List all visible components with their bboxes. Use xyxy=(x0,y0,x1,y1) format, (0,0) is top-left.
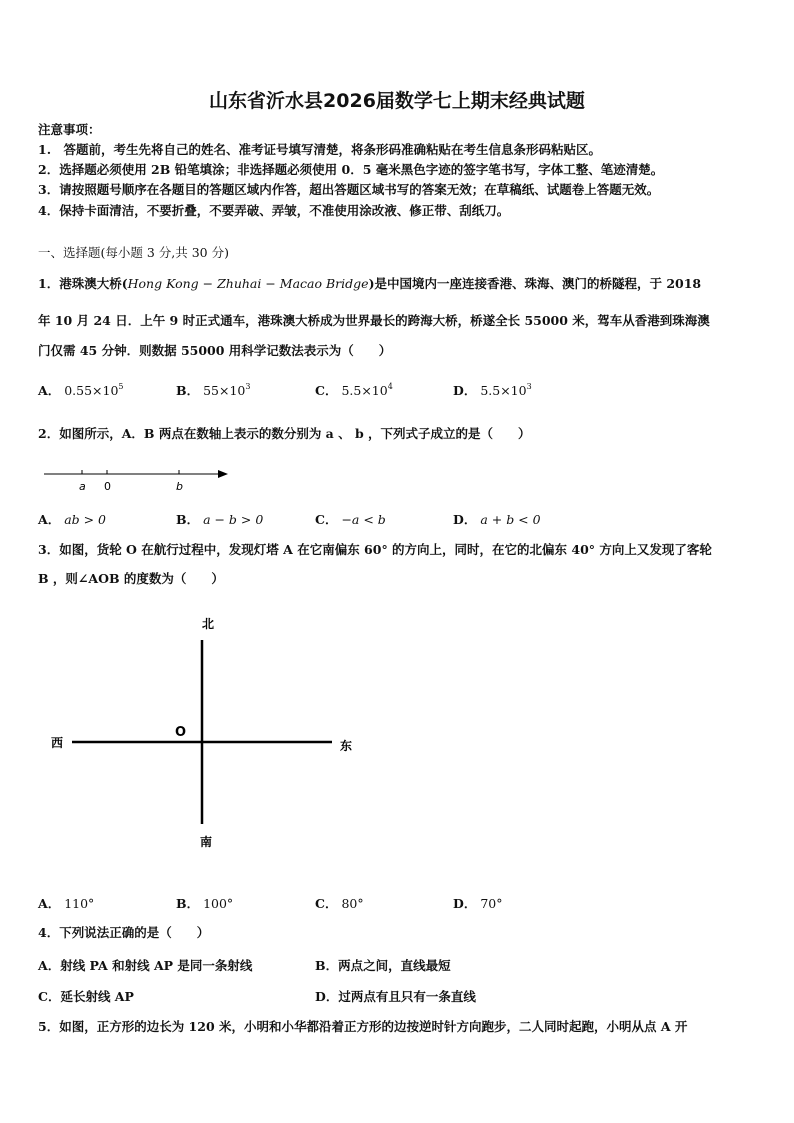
question-1-line1: 1．港珠澳大桥(Hong Kong − Zhuhai − Macao Bridge)是中国境内一座连接香港、珠海、澳门的桥隧程，于 2018 xyxy=(38,276,702,291)
q1-option-d[interactable]: D． $5.5\times 10^3$ xyxy=(453,382,532,398)
q4-option-a[interactable]: A．射线 PA 和射线 AP 是同一条射线 xyxy=(38,958,253,973)
question-3-line2: B ，则∠AOB 的度数为（ ） xyxy=(38,571,224,586)
question-5-text: 5．如图，正方形的边长为 120 米，小明和小华都沿着正方形的边按逆时针方向跑步，二人同时起跑，小明从点 A 开 xyxy=(38,1019,688,1034)
notice-item: 3．请按照题号顺序在各题目的答题区域内作答，超出答题区域书写的答案无效；在草稿纸、试题卷上答题无效。 xyxy=(38,182,660,197)
q1-option-b[interactable]: B． $55\times 10^3$ xyxy=(176,382,251,398)
notice-item: 2．选择题必须使用 2B 铅笔填涂；非选择题必须使用 0．5 毫米黑色字迹的签字笔书写，字体工整、笔迹清楚。 xyxy=(38,162,664,177)
q4-option-b[interactable]: B．两点之间，直线最短 xyxy=(315,958,451,973)
south-label: 南 xyxy=(200,835,213,849)
axis-label-b: b xyxy=(176,480,183,493)
axis-label-zero: 0 xyxy=(104,480,111,493)
q2-option-a[interactable]: A． ab > 0 xyxy=(38,512,107,527)
q1-option-a[interactable]: A． $0.55\times 10^5$ xyxy=(38,382,124,398)
question-2-text: 2．如图所示，A．B 两点在数轴上表示的数分别为 a 、 b ，下列式子成立的是（ ） xyxy=(38,426,531,441)
page-title: 山东省沂水县2026届数学七上期末经典试题 xyxy=(209,90,585,112)
notice-item: 1. 答题前，考生先将自己的姓名、准考证号填写清楚，将条形码准确粘贴在考生信息条形码粘贴区。 xyxy=(38,142,602,157)
notice-heading: 注意事项： xyxy=(38,122,101,137)
question-3-line1: 3．如图，货轮 O 在航行过程中，发现灯塔 A 在它南偏东 60° 的方向上，同时，在它的北偏东 40° 方向上又发现了客轮 xyxy=(38,542,712,557)
q2-option-c[interactable]: C． −a < b xyxy=(315,512,386,527)
section-heading: 一、选择题(每小题 3 分,共 30 分) xyxy=(38,245,229,260)
notice-item: 4．保持卡面清洁，不要折叠，不要弄破、弄皱，不准使用涂改液、修正带、刮纸刀。 xyxy=(38,203,510,218)
q4-option-d[interactable]: D．过两点有且只有一条直线 xyxy=(315,989,476,1004)
west-label: 西 xyxy=(51,736,64,750)
compass-figure xyxy=(40,610,370,860)
q4-option-c[interactable]: C．延长射线 AP xyxy=(38,989,134,1004)
q3-option-a[interactable]: A． 110° xyxy=(38,896,95,911)
q3-option-c[interactable]: C． 80° xyxy=(315,896,364,911)
question-1-line2: 年 10 月 24 日．上午 9 时正式通车，港珠澳大桥成为世界最长的跨海大桥，桥遂全长 55000 米，驾车从香港到珠海澳 xyxy=(38,313,710,328)
origin-label: O xyxy=(175,725,187,740)
q1-option-c[interactable]: C． $5.5\times 10^4$ xyxy=(315,382,393,398)
question-1-line3: 门仅需 45 分钟．则数据 55000 用科学记数法表示为（ ） xyxy=(38,343,392,358)
axis-label-a: a xyxy=(79,480,86,493)
north-label: 北 xyxy=(202,617,215,631)
q3-option-b[interactable]: B． 100° xyxy=(176,896,234,911)
question-4-text: 4．下列说法正确的是（ ） xyxy=(38,925,210,940)
q2-option-d[interactable]: D． a + b < 0 xyxy=(453,512,541,527)
q2-option-b[interactable]: B． a − b > 0 xyxy=(176,512,264,527)
q3-option-d[interactable]: D． 70° xyxy=(453,896,503,911)
number-line-figure xyxy=(40,460,240,496)
east-label: 东 xyxy=(340,739,353,753)
